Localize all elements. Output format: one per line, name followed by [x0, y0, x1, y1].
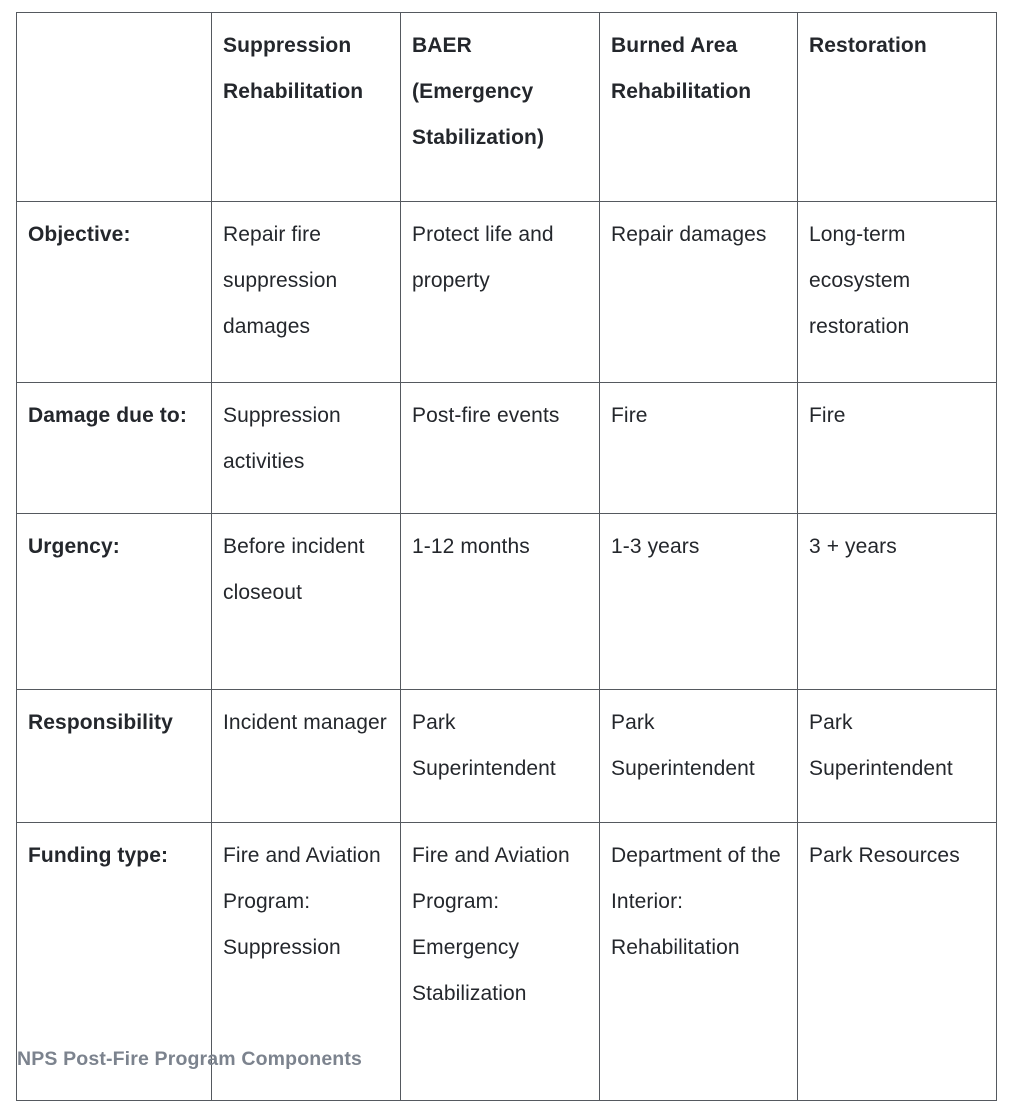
cell-responsibility-restoration: Park Superintendent: [798, 690, 997, 823]
cell-objective-restoration: Long-term ecosystem restoration: [798, 202, 997, 383]
cell-responsibility-baer: Park Superintendent: [401, 690, 600, 823]
cell-urgency-burned-area-rehabilitation: 1-3 years: [600, 514, 798, 690]
table-corner-cell: [17, 13, 212, 202]
cell-responsibility-burned-area-rehabilitation: Park Superintendent: [600, 690, 798, 823]
cell-objective-burned-area-rehabilitation: Repair damages: [600, 202, 798, 383]
table-row: [17, 202, 997, 383]
cell-responsibility-suppression-rehabilitation: Incident manager: [212, 690, 401, 823]
row-label-objective: Objective:: [17, 202, 212, 383]
cell-objective-baer: Protect life and property: [401, 202, 600, 383]
column-header-suppression-rehabilitation: Suppression Rehabilitation: [212, 13, 401, 202]
table-row: [17, 383, 997, 514]
table-row: [17, 514, 997, 690]
row-label-responsibility: Responsibility: [17, 690, 212, 823]
table-caption: NPS Post-Fire Program Components: [17, 1048, 363, 1070]
cell-objective-suppression-rehabilitation: Repair fire suppression damages: [212, 202, 401, 383]
cell-damage-suppression-rehabilitation: Suppression activities: [212, 383, 401, 514]
cell-damage-restoration: Fire: [798, 383, 997, 514]
cell-funding-baer: Fire and Aviation Program: Emergency Stabilization: [401, 823, 600, 1101]
cell-urgency-restoration: 3 + years: [798, 514, 997, 690]
table-row: [17, 690, 997, 823]
cell-urgency-suppression-rehabilitation: Before incident closeout: [212, 514, 401, 690]
row-label-damage-due-to: Damage due to:: [17, 383, 212, 514]
column-header-baer: BAER (Emergency Stabilization): [401, 13, 600, 202]
cell-damage-baer: Post-fire events: [401, 383, 600, 514]
cell-damage-burned-area-rehabilitation: Fire: [600, 383, 798, 514]
column-header-burned-area-rehabilitation: Burned Area Rehabilitation: [600, 13, 798, 202]
cell-urgency-baer: 1-12 months: [401, 514, 600, 690]
table-body: [17, 202, 997, 1101]
table-header-row: [17, 13, 997, 202]
cell-funding-burned-area-rehabilitation: Department of the Interior: Rehabilitation: [600, 823, 798, 1101]
post-fire-program-table: [16, 12, 997, 1101]
cell-funding-suppression-rehabilitation: Fire and Aviation Program: Suppression: [212, 823, 401, 1101]
table-header: [17, 13, 997, 202]
row-label-funding-type: Funding type:: [17, 823, 212, 1101]
column-header-restoration: Restoration: [798, 13, 997, 202]
cell-funding-restoration: Park Resources: [798, 823, 997, 1101]
row-label-urgency: Urgency:: [17, 514, 212, 690]
post-fire-program-table-wrapper: [16, 12, 996, 1101]
